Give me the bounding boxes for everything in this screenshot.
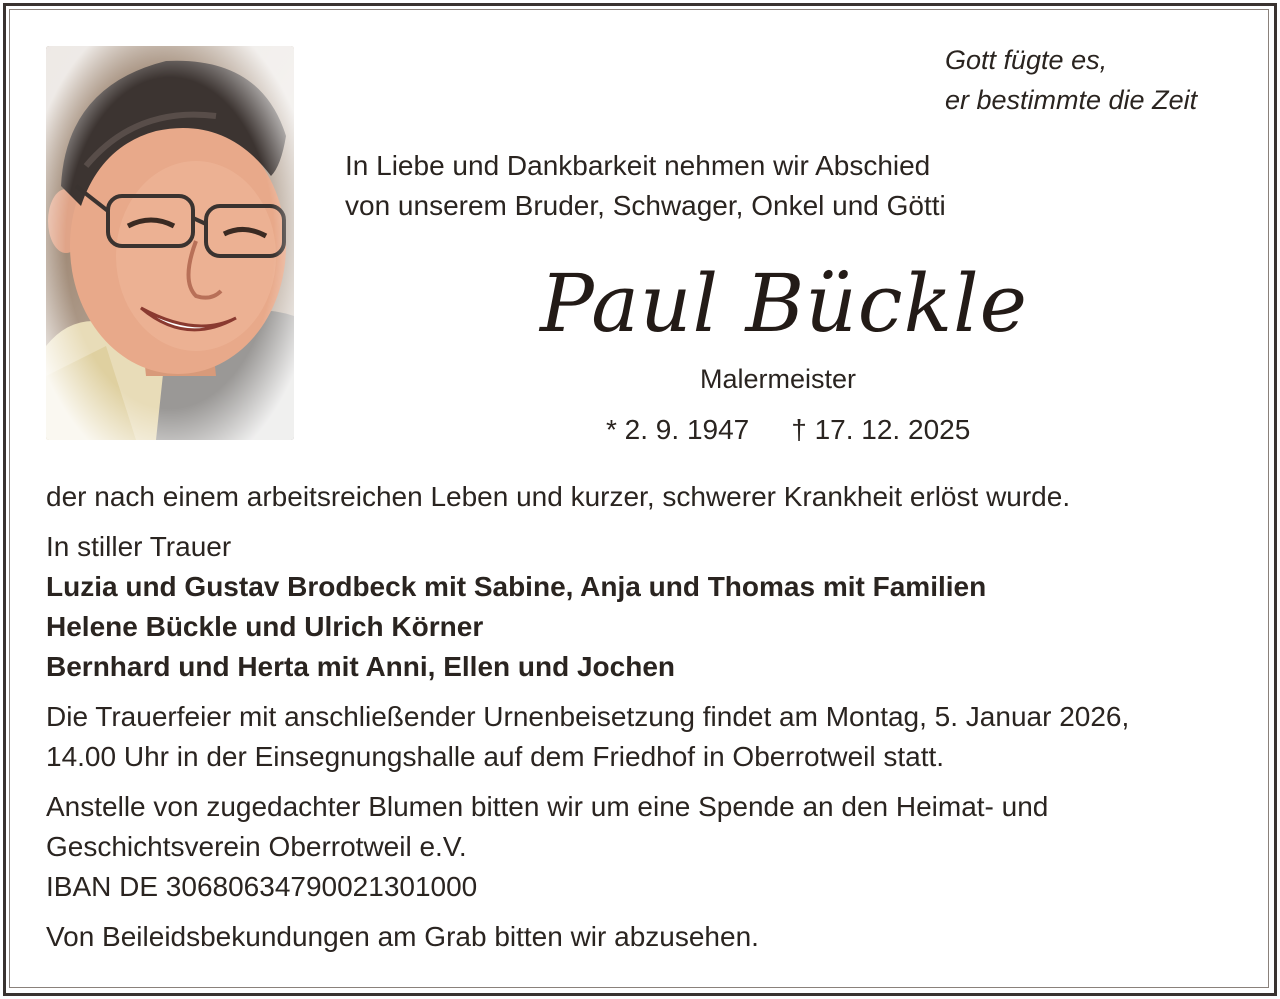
mourners-heading: In stiller Trauer bbox=[46, 531, 232, 562]
intro-line-1: In Liebe und Dankbarkeit nehmen wir Abschied bbox=[345, 150, 931, 181]
deceased-name: Paul Bückle bbox=[540, 257, 1028, 350]
funeral-line-1: Die Trauerfeier mit anschließender Urnenbeisetzung findet am Montag, 5. Januar 2026, bbox=[46, 701, 1130, 732]
donation-line-2: Geschichtsverein Oberrotweil e.V. bbox=[46, 831, 467, 862]
donation-iban: IBAN DE 30680634790021301000 bbox=[46, 871, 478, 902]
quote-line-2: er bestimmte die Zeit bbox=[945, 85, 1198, 115]
donation-line-1: Anstelle von zugedachter Blumen bitten wir um eine Spende an den Heimat- und bbox=[46, 791, 1049, 822]
funeral-line-2: 14.00 Uhr in der Einsegnungshalle auf dem Friedhof in Oberrotweil statt. bbox=[46, 741, 945, 772]
statement-text: der nach einem arbeitsreichen Leben und kurzer, schwerer Krankheit erlöst wurde. bbox=[46, 481, 1071, 512]
intro-text bbox=[345, 146, 946, 226]
deceased-profession: Malermeister bbox=[700, 364, 857, 394]
mourner-family-2: Helene Bückle und Ulrich Körner bbox=[46, 611, 484, 642]
life-dates bbox=[606, 412, 970, 448]
quote-line-1: Gott fügte es, bbox=[945, 45, 1108, 75]
epigraph-quote bbox=[945, 40, 1197, 120]
closing-note: Von Beileidsbekundungen am Grab bitten wir abzusehen. bbox=[46, 921, 759, 952]
mourner-family-1: Luzia und Gustav Brodbeck mit Sabine, Anja und Thomas mit Familien bbox=[46, 571, 987, 602]
death-date: † 17. 12. 2025 bbox=[791, 414, 971, 445]
birth-date: * 2. 9. 1947 bbox=[606, 414, 750, 445]
mourner-family-3: Bernhard und Herta mit Anni, Ellen und Jochen bbox=[46, 651, 676, 682]
intro-line-2: von unserem Bruder, Schwager, Onkel und Götti bbox=[345, 190, 946, 221]
portrait-photo bbox=[46, 46, 294, 440]
